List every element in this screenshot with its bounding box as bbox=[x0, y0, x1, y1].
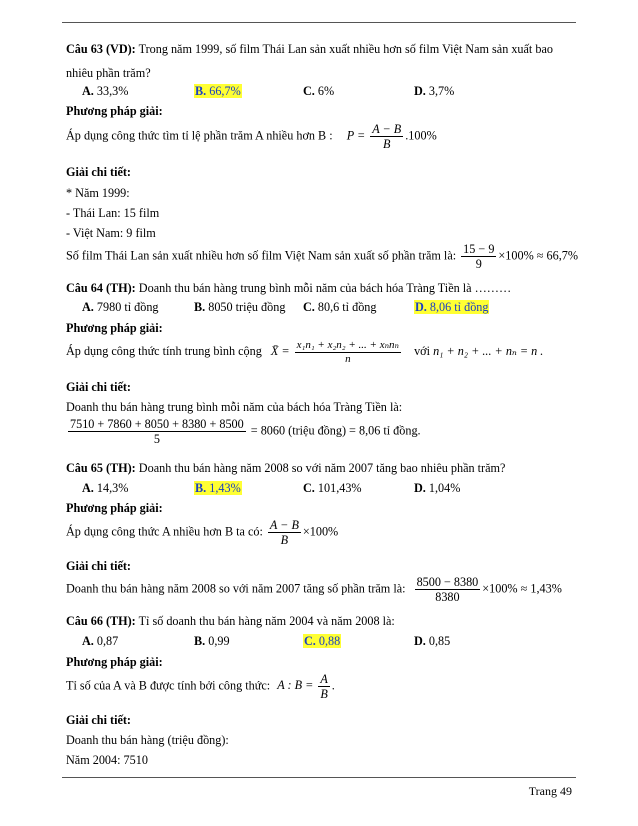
q63-option-a: A. 33,3% bbox=[82, 84, 129, 98]
q63-detail-line: - Thái Lan: 15 film bbox=[66, 206, 160, 220]
q64-formula-fraction: $\frac{\text{x₁n₁ + x₂n₂ + ... + xₙnₙ}}{n}$ bbox=[296, 339, 400, 365]
page-number: Trang 49 bbox=[528, 784, 572, 798]
q63-result-suffix: ×100% ≈ 66,7% bbox=[498, 248, 578, 263]
q63-formula-suffix: .100% bbox=[405, 128, 437, 143]
q66-method-text: Tỉ số của A và B được tính bởi công thức: bbox=[66, 678, 271, 693]
q65-method-text: Áp dụng công thức A nhiều hơn B ta có: bbox=[66, 524, 263, 539]
q66-formula-suffix: . bbox=[331, 678, 335, 693]
q63-stem-line2: nhiêu phần trăm? bbox=[66, 66, 151, 80]
q65-option-b-correct: B. 1,43% bbox=[195, 481, 241, 495]
q66-detail-line: Doanh thu bán hàng (triệu đồng): bbox=[66, 733, 229, 747]
q64-label: Câu 64 (TH): bbox=[66, 281, 136, 295]
q66-detail-heading: Giải chi tiết: bbox=[66, 713, 131, 727]
q65-text: Doanh thu bán hàng năm 2008 so với năm 2007 tăng bao nhiêu phần trăm? bbox=[138, 461, 506, 475]
q64-option-d-correct: D. 8,06 tỉ đồng bbox=[415, 300, 489, 314]
q64-detail-heading: Giải chi tiết: bbox=[66, 380, 131, 394]
q65-result-row bbox=[66, 575, 562, 604]
q63-result-row bbox=[66, 242, 578, 271]
q64-option-a: A. 7980 tỉ đồng bbox=[82, 300, 159, 314]
q64-method-heading: Phương pháp giải: bbox=[66, 321, 163, 335]
q63-option-c: C. 6% bbox=[303, 84, 335, 98]
q64-stem bbox=[66, 281, 511, 296]
q66-option-a: A. 0,87 bbox=[82, 634, 119, 648]
q66-option-c-correct: C. 0,88 bbox=[304, 634, 341, 648]
q63-formula-lhs: P = bbox=[346, 128, 366, 143]
q63-result-text: Số film Thái Lan sản xuất nhiều hơn số film Việt Nam sản xuất số phần trăm là: bbox=[66, 248, 457, 263]
q63-option-d: D. 3,7% bbox=[414, 84, 455, 98]
q63-detail-heading: Giải chi tiết: bbox=[66, 165, 131, 179]
q64-option-c: C. 80,6 tỉ đồng bbox=[303, 300, 377, 314]
q64-text: Doanh thu bán hàng trung bình mỗi năm của bách hóa Tràng Tiền là ……… bbox=[138, 281, 512, 295]
q66-formula-fraction: $\frac{A}{B}$ bbox=[320, 672, 328, 702]
q66-formula-lhs: A : B = bbox=[277, 678, 314, 693]
q65-detail-heading: Giải chi tiết: bbox=[66, 559, 131, 573]
q65-option-d: D. 1,04% bbox=[414, 481, 461, 495]
q65-option-a: A. 14,3% bbox=[82, 481, 129, 495]
q65-stem bbox=[66, 461, 505, 476]
q63-method-text: Áp dụng công thức tìm tỉ lệ phần trăm A nhiều hơn B : bbox=[66, 128, 333, 143]
q63-method-row bbox=[66, 122, 437, 151]
q65-result-text: Doanh thu bán hàng năm 2008 so với năm 2007 tăng số phần trăm là: bbox=[66, 581, 406, 596]
q64-method-text: Áp dụng công thức tính trung bình cộng bbox=[66, 343, 262, 358]
q63-stem-line1 bbox=[66, 42, 553, 57]
q66-stem bbox=[66, 614, 395, 629]
q64-result-row bbox=[66, 417, 421, 446]
q65-formula-suffix: ×100% bbox=[302, 524, 339, 539]
q65-method-heading: Phương pháp giải: bbox=[66, 501, 163, 515]
q63-text1: Trong năm 1999, số film Thái Lan sản xuất nhiều hơn số film Việt Nam sản xuất bao bbox=[138, 42, 553, 56]
q64-result-fraction: $\frac{7510 + 7860 + 8050 + 8380 + 8500}{5}$ bbox=[70, 417, 244, 447]
q63-detail-line: * Năm 1999: bbox=[66, 186, 130, 200]
q64-option-b: B. 8050 triệu đồng bbox=[194, 300, 286, 314]
q64-formula-lhs: X̄ = bbox=[270, 343, 290, 358]
q66-detail-line: Năm 2004: 7510 bbox=[66, 753, 148, 767]
q64-detail-text: Doanh thu bán hàng trung bình mỗi năm của bách hóa Tràng Tiền là: bbox=[66, 400, 403, 414]
q66-option-d: D. 0,85 bbox=[414, 634, 451, 648]
q65-method-row bbox=[66, 518, 338, 547]
q65-formula-fraction: $\frac{A - B}{B}$ bbox=[269, 518, 299, 548]
q63-option-b-correct: B. 66,7% bbox=[195, 84, 241, 98]
q63-label: Câu 63 (VD): bbox=[66, 42, 136, 56]
q63-method-heading: Phương pháp giải: bbox=[66, 104, 163, 118]
q64-result-suffix: = 8060 (triệu đồng) = 8,06 tỉ đồng. bbox=[250, 423, 421, 438]
q63-formula-fraction: $\frac{A - B}{B}$ bbox=[372, 122, 402, 152]
q66-method-row bbox=[66, 672, 335, 701]
q66-text: Tỉ số doanh thu bán hàng năm 2004 và năm 2008 là: bbox=[138, 614, 395, 628]
q65-label: Câu 65 (TH): bbox=[66, 461, 136, 475]
q64-formula-with: với bbox=[414, 343, 431, 358]
q63-result-fraction: $\frac{15 - 9}{9}$ bbox=[463, 242, 495, 272]
q66-label: Câu 66 (TH): bbox=[66, 614, 136, 628]
header-rule bbox=[62, 22, 576, 23]
q65-result-suffix: ×100% ≈ 1,43% bbox=[482, 581, 562, 596]
q65-result-fraction: $\frac{8500 - 8380}{8380}$ bbox=[416, 575, 479, 605]
q66-method-heading: Phương pháp giải: bbox=[66, 655, 163, 669]
q63-detail-line: - Việt Nam: 9 film bbox=[66, 226, 156, 240]
q66-option-b: B. 0,99 bbox=[194, 634, 230, 648]
footer-rule bbox=[62, 777, 576, 778]
q64-formula-condition: n₁ + n₂ + ... + nₙ = n . bbox=[433, 343, 544, 358]
q64-method-row bbox=[66, 339, 543, 365]
q65-option-c: C. 101,43% bbox=[303, 481, 362, 495]
